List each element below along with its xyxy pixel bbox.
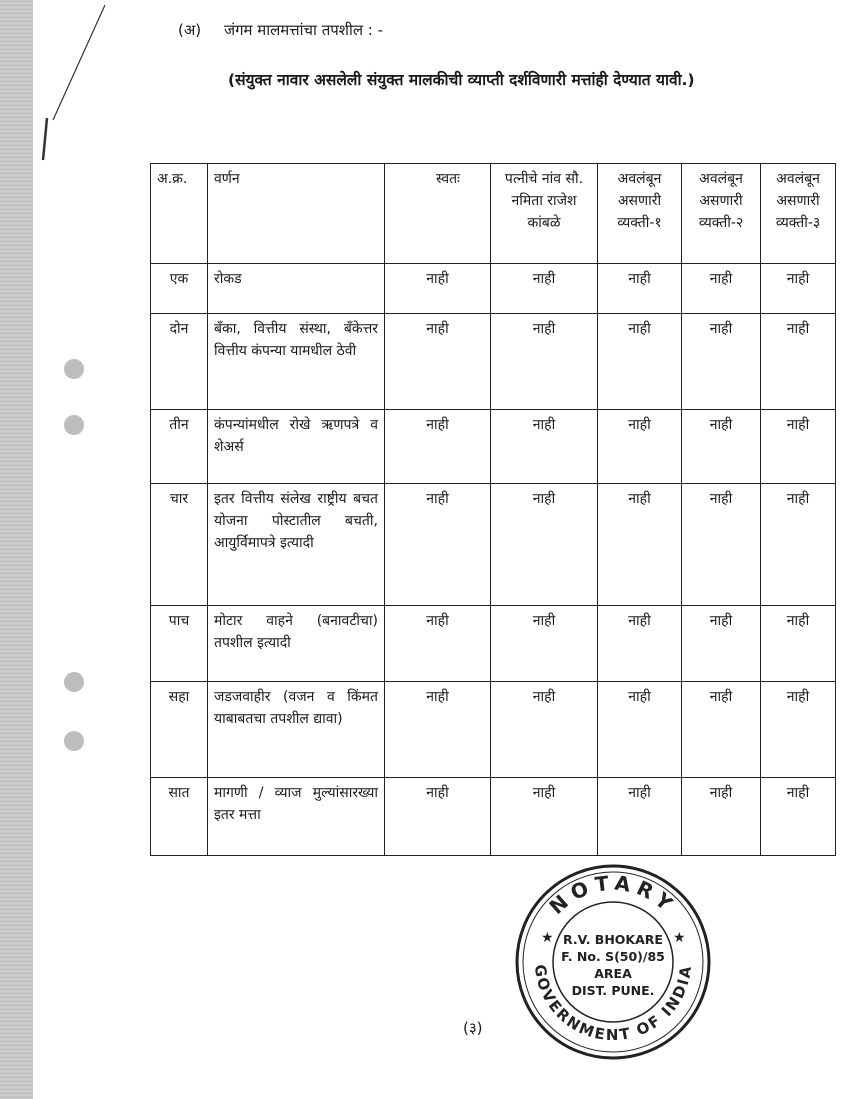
row-value: नाही [761, 484, 836, 606]
section-heading [178, 20, 383, 40]
punch-hole [64, 731, 84, 751]
row-value: नाही [598, 410, 682, 484]
header-self: स्वतः [385, 164, 491, 264]
row-value: नाही [491, 484, 598, 606]
table-header-row [151, 164, 836, 264]
row-value: नाही [682, 682, 761, 778]
seal-star: ★ [673, 930, 686, 946]
row-value: नाही [491, 264, 598, 314]
header-dependent-1: अवलंबून असणारी व्यक्ती-१ [598, 164, 682, 264]
row-value: नाही [761, 682, 836, 778]
row-description: मोटार वाहने (बनावटीचा) तपशील इत्यादी [208, 606, 385, 682]
row-value: नाही [385, 606, 491, 682]
row-serial: सात [151, 778, 208, 856]
row-serial: एक [151, 264, 208, 314]
table-row [151, 682, 836, 778]
row-value: नाही [385, 484, 491, 606]
row-value: नाही [682, 484, 761, 606]
row-value: नाही [682, 264, 761, 314]
row-value: नाही [385, 314, 491, 410]
row-value: नाही [598, 606, 682, 682]
row-value: नाही [682, 314, 761, 410]
section-subheading: (संयुक्त नावार असलेली संयुक्त मालकीची व्याप्ती दर्शविणारी मत्तांही देण्यात यावी.) [228, 71, 695, 89]
row-value: नाही [598, 314, 682, 410]
table-row [151, 264, 836, 314]
row-description: जडजवाहीर (वजन व किंमत याबाबतचा तपशील द्यावा) [208, 682, 385, 778]
row-serial: चार [151, 484, 208, 606]
row-serial: दोन [151, 314, 208, 410]
row-description: बँका, वित्तीय संस्था, बँकेत्तर वित्तीय कंपन्या यामधील ठेवी [208, 314, 385, 410]
row-description: इतर वित्तीय संलेख राष्ट्रीय बचत योजना पोस्टातील बचती, आयुर्विमापत्रे इत्यादी [208, 484, 385, 606]
row-value: नाही [598, 264, 682, 314]
movable-assets-table [150, 163, 836, 856]
table-row [151, 606, 836, 682]
header-sr: अ.क्र. [151, 164, 208, 264]
row-value: नाही [491, 410, 598, 484]
row-description: कंपन्यांमधील रोखे ऋणपत्रे व शेअर्स [208, 410, 385, 484]
row-value: नाही [385, 410, 491, 484]
punch-hole [64, 415, 84, 435]
seal-line: DIST. PUNE. [571, 983, 655, 998]
row-value: नाही [598, 778, 682, 856]
row-value: नाही [682, 778, 761, 856]
table-row [151, 484, 836, 606]
row-value: नाही [385, 264, 491, 314]
header-dependent-2: अवलंबून असणारी व्यक्ती-२ [682, 164, 761, 264]
row-value: नाही [761, 778, 836, 856]
table-row [151, 778, 836, 856]
header-dependent-3: अवलंबून असणारी व्यक्ती-३ [761, 164, 836, 264]
section-title: जंगम मालमत्तांचा तपशील : - [223, 21, 384, 39]
seal-line: AREA [594, 966, 632, 981]
row-value: नाही [682, 410, 761, 484]
row-value: नाही [598, 682, 682, 778]
row-serial: तीन [151, 410, 208, 484]
notary-seal [513, 862, 713, 1062]
row-serial: पाच [151, 606, 208, 682]
seal-line: R.V. BHOKARE [563, 932, 663, 947]
row-serial: सहा [151, 682, 208, 778]
row-value: नाही [761, 314, 836, 410]
table-row [151, 314, 836, 410]
section-number: (अ) [178, 21, 202, 39]
punch-hole [64, 359, 84, 379]
row-value: नाही [491, 682, 598, 778]
seal-bottom-text: GOVERNMENT OF INDIA [530, 963, 696, 1045]
row-value: नाही [761, 410, 836, 484]
row-value: नाही [385, 682, 491, 778]
row-value: नाही [761, 606, 836, 682]
row-value: नाही [598, 484, 682, 606]
page-number: (३) [463, 1019, 483, 1037]
pen-scratch-mark [35, 0, 115, 170]
header-description: वर्णन [208, 164, 385, 264]
row-description: मागणी / व्याज मुल्यांसारख्या इतर मत्ता [208, 778, 385, 856]
seal-star: ★ [541, 930, 554, 946]
row-value: नाही [385, 778, 491, 856]
table-row [151, 410, 836, 484]
punch-hole [64, 672, 84, 692]
row-description: रोकड [208, 264, 385, 314]
header-spouse: पत्नीचे नांव सौ. नमिता राजेश कांबळे [491, 164, 598, 264]
row-value: नाही [491, 778, 598, 856]
scan-left-edge [0, 0, 33, 1099]
seal-line: F. No. S(50)/85 [561, 949, 665, 964]
seal-top-text: NOTARY [544, 870, 682, 920]
row-value: नाही [682, 606, 761, 682]
row-value: नाही [761, 264, 836, 314]
row-value: नाही [491, 606, 598, 682]
row-value: नाही [491, 314, 598, 410]
